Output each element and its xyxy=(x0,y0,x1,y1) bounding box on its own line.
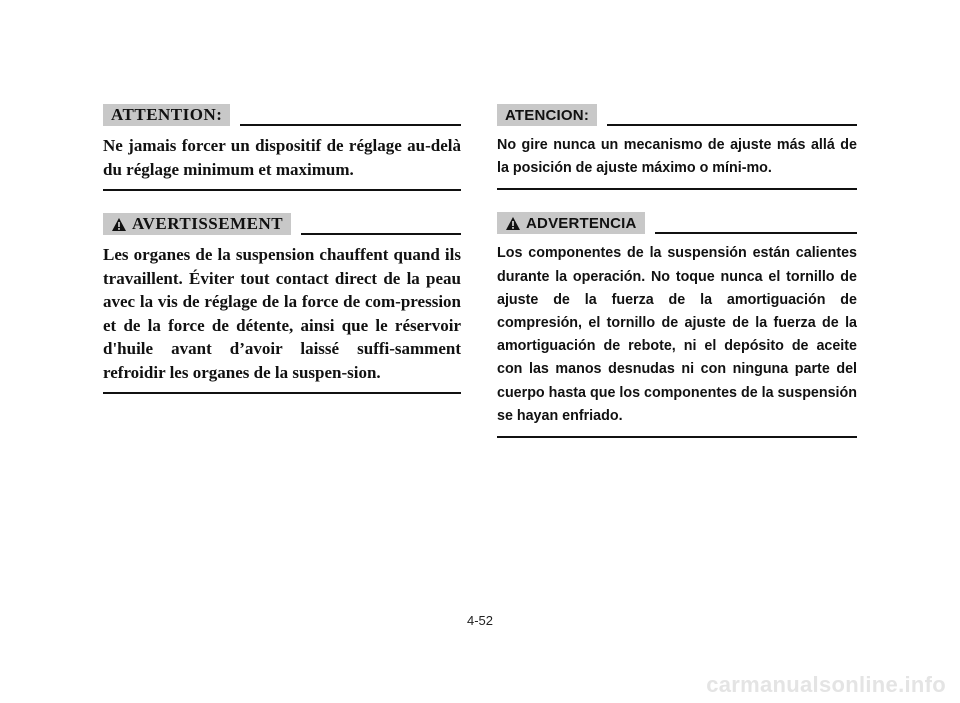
header-rule xyxy=(607,124,857,126)
warning-header xyxy=(103,205,461,235)
warning-triangle-icon xyxy=(111,217,127,232)
header-rule xyxy=(240,124,461,126)
attention-header xyxy=(497,96,857,126)
warning-text: Los componentes de la suspensión están calientes durante la operación. No toque nunca el tornillo de ajuste de la fuerza de la amortiguación de compresión, el tornillo de ajuste de la fuerza de la amortiguación de rebote, ni el depósito de aceite con las manos desnudas ni con ninguna parte del cuerpo hasta que los componentes de la suspensión se hayan enfriado. xyxy=(497,245,857,424)
attention-label: ATENCION: xyxy=(497,104,597,126)
header-rule xyxy=(655,232,857,234)
warning-label: AVERTISSEMENT xyxy=(132,214,284,233)
french-column xyxy=(103,96,461,394)
attention-header xyxy=(103,96,461,126)
warning-label: ADVERTENCIA xyxy=(526,214,637,232)
spanish-column xyxy=(497,96,857,438)
page-number: 4-52 xyxy=(466,613,494,628)
section-end-rule xyxy=(103,392,461,394)
warning-triangle-icon xyxy=(505,216,521,231)
watermark: carmanualsonline.info xyxy=(706,672,946,697)
attention-text: No gire nunca un mecanismo de ajuste más allá de la posición de ajuste máximo o míni-mo. xyxy=(497,137,857,177)
header-rule xyxy=(301,233,461,235)
warning-header xyxy=(497,204,857,234)
section-end-rule xyxy=(497,436,857,438)
warning-text: Les organes de la suspension chauffent quand ils travaillent. Éviter tout contact direct de la peau avec la vis de réglage de la force de com-pression et de la force de détente, ainsi que le réservoir d'huile avant d’avoir laissé suffi-samment refroidir les organes de la suspen-sion. xyxy=(103,245,461,382)
warning-badge xyxy=(103,213,291,235)
attention-text: Ne jamais forcer un dispositif de réglage au-delà du réglage minimum et maximum. xyxy=(103,136,461,179)
attention-label: ATTENTION: xyxy=(103,104,230,126)
warning-badge xyxy=(497,212,645,234)
